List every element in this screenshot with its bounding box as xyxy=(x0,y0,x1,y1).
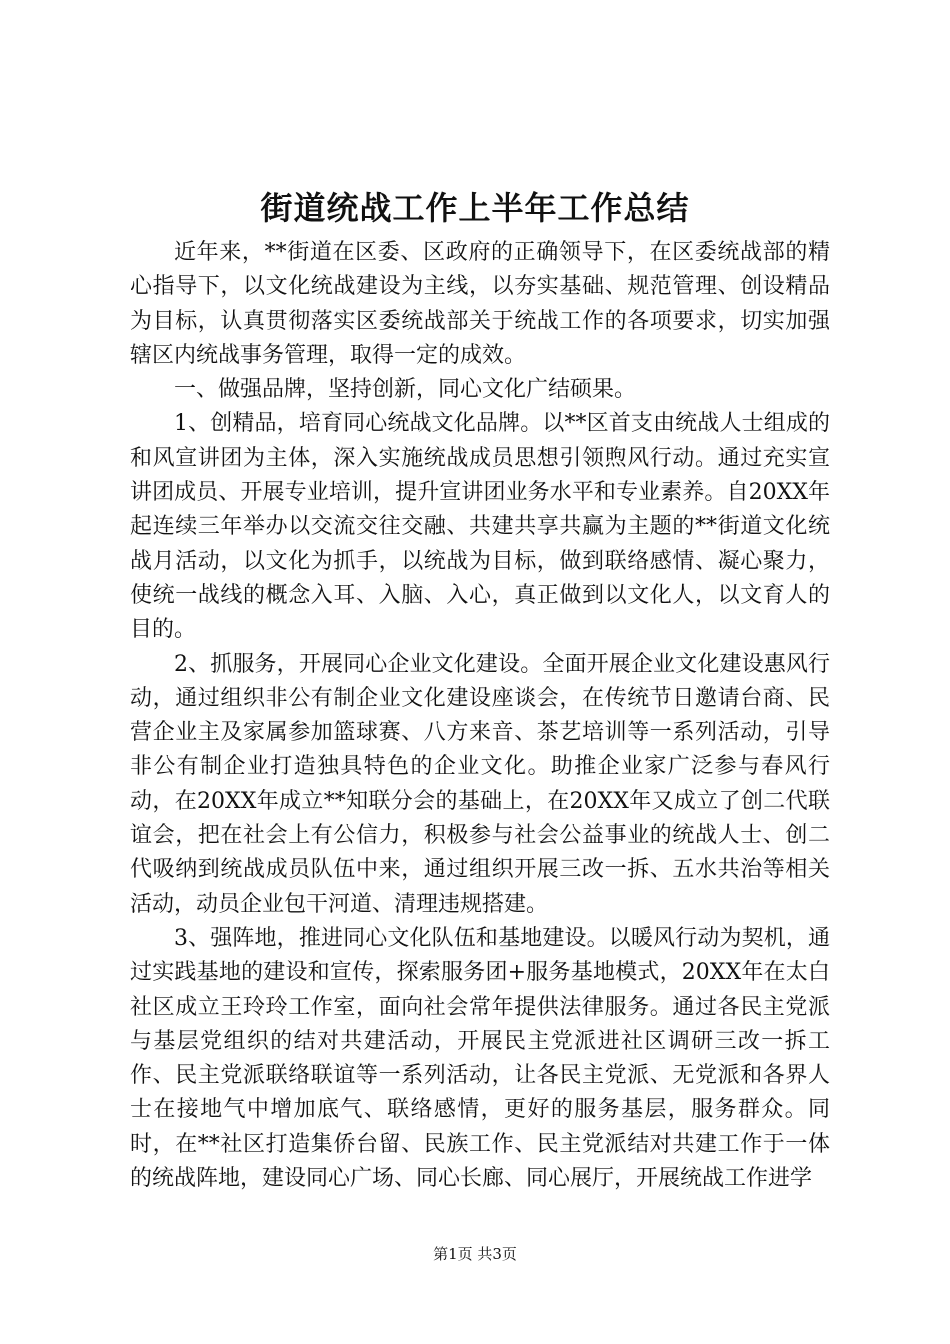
page-number-footer: 第1页 共3页 xyxy=(433,1245,517,1263)
paragraph-item-3: 3、强阵地，推进同心文化队伍和基地建设。以暖风行动为契机，通过实践基地的建设和宣传，探索服务团+服务基地模式，20XX年在太白社区成立王玲玲工作室，面向社会常年提供法律服务。通过各民主党派与基层党组织的结对共建活动，开展民主党派进社区调研三改一拆工作、民主党派联络联谊等一系列活动，让各民主党派、无党派和各界人士在接地气中增加底气、联络感情，更好的服务基层，服务群众。同时，在**社区打造集侨台留、民族工作、民主党派结对共建工作于一体的统战阵地，建设同心广场、同心长廊、同心展厅，开展统战工作进学 xyxy=(130,925,830,1192)
intro-paragraph: 近年来，**街道在区委、区政府的正确领导下，在区委统战部的精心指导下，以文化统战建设为主线，以夯实基础、规范管理、创设精品为目标，认真贯彻落实区委统战部关于统战工作的各项要求，切实加强辖区内统战事务管理，取得一定的成效。 xyxy=(130,240,830,368)
document-body xyxy=(130,236,830,1196)
section-heading-1: 一、做强品牌，坚持创新，同心文化广结硕果。 xyxy=(174,377,637,403)
paragraph-item-1: 1、创精品，培育同心统战文化品牌。以**区首支由统战人士组成的和风宣讲团为主体，深入实施统战成员思想引领煦风行动。通过充实宣讲团成员、开展专业培训，提升宣讲团业务水平和专业素养。自20XX年起连续三年举办以交流交往交融、共建共享共赢为主题的**街道文化统战月活动，以文化为抓手，以统战为目标，做到联络感情、凝心聚力，使统一战线的概念入耳、入脑、入心，真正做到以文化人，以文育人的目的。 xyxy=(130,411,830,643)
document-title: 街道统战工作上半年工作总结 xyxy=(260,189,690,227)
paragraph-item-2: 2、抓服务，开展同心企业文化建设。全面开展企业文化建设惠风行动，通过组织非公有制企业文化建设座谈会，在传统节日邀请台商、民营企业主及家属参加篮球赛、八方来音、茶艺培训等一系列活动，引导非公有制企业打造独具特色的企业文化。助推企业家广泛参与春风行动，在20XX年成立**知联分会的基础上，在20XX年又成立了创二代联谊会，把在社会上有公信力，积极参与社会公益事业的统战人士、创二代吸纳到统战成员队伍中来，通过组织开展三改一拆、五水共治等相关活动，动员企业包干河道、清理违规搭建。 xyxy=(130,651,830,917)
